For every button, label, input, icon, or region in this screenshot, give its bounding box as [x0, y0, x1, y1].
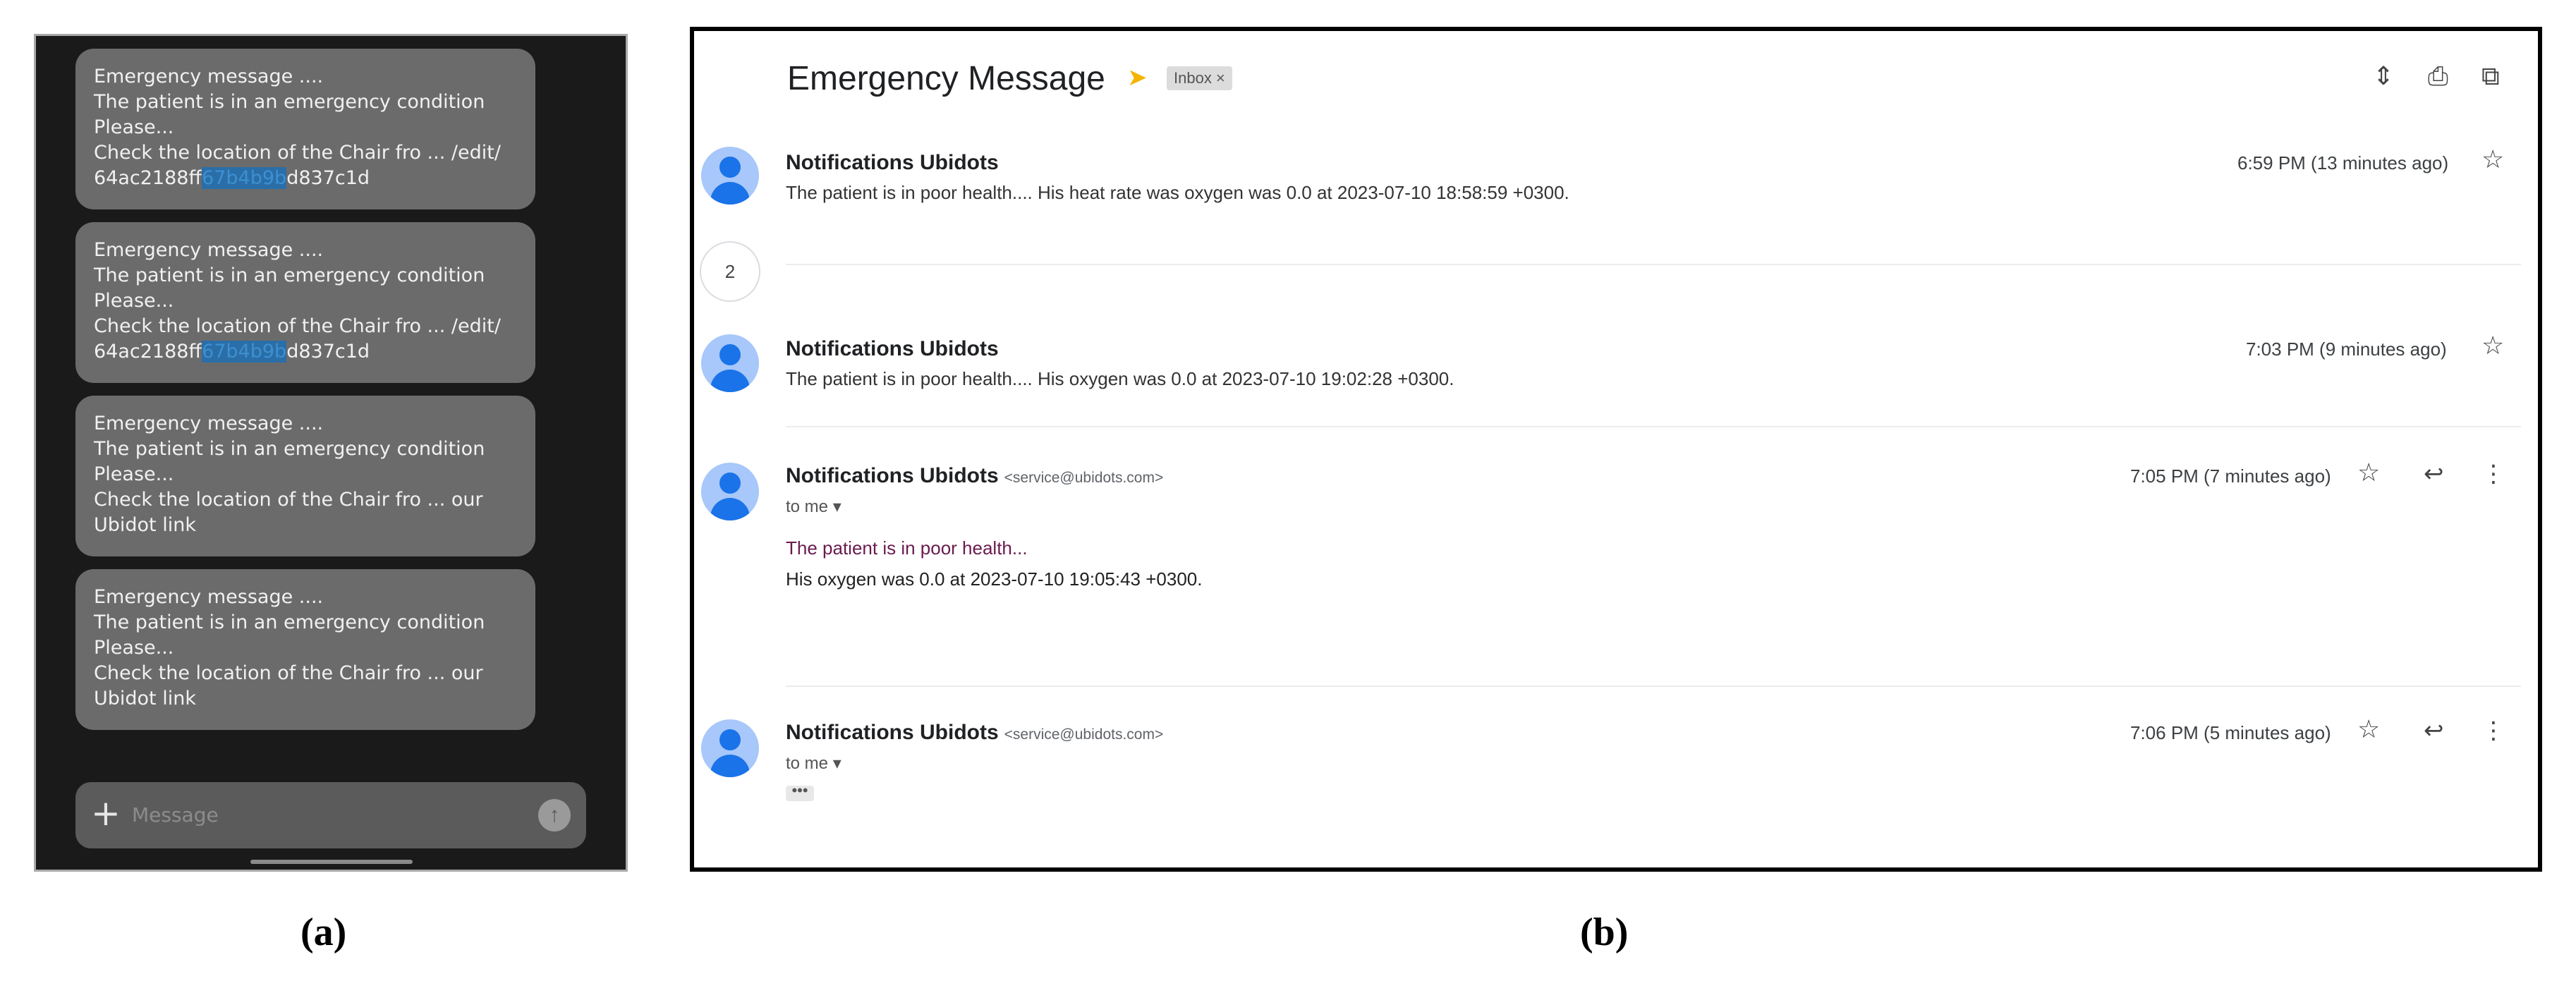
more-options-icon[interactable]: ⋮ — [2481, 717, 2505, 745]
message-line: Please... — [94, 290, 174, 312]
message-snippet[interactable]: The patient is in poor health.... His oxygen was 0.0 at 2023-07-10 19:02:28 +0300. — [786, 368, 1454, 389]
print-icon[interactable]: ⎙ — [2428, 62, 2448, 91]
message-link[interactable] — [94, 166, 517, 191]
link-prefix: 64ac2188ff — [94, 341, 202, 363]
sms-message-bubble[interactable] — [75, 222, 535, 383]
message-line: Please... — [94, 116, 174, 138]
recipient-dropdown-icon[interactable]: ▾ — [832, 497, 842, 516]
sms-conversation-panel — [34, 34, 628, 872]
message-line: Ubidot link — [94, 688, 196, 709]
inbox-label-chip[interactable] — [1167, 66, 1232, 90]
redacted-link-segment[interactable]: 67b4b9b — [202, 341, 287, 363]
panel-caption-a: (a) — [300, 910, 347, 954]
message-timestamp: 7:06 PM (5 minutes ago) — [2130, 722, 2331, 743]
link-prefix: 64ac2188ff — [94, 167, 202, 189]
recipient-line[interactable] — [786, 753, 842, 774]
send-arrow-icon[interactable]: ↑ — [538, 799, 571, 831]
message-input[interactable]: Message — [132, 803, 219, 827]
message-line: Check the location of the Chair fro ... our — [94, 489, 483, 511]
sender-name[interactable]: Notifications Ubidots — [786, 151, 999, 174]
panel-caption-b: (b) — [1580, 910, 1629, 954]
more-options-icon[interactable]: ⋮ — [2481, 460, 2505, 488]
message-line: Check the location of the Chair fro ... /edit/ — [94, 142, 501, 164]
recipient-text: to me — [786, 754, 829, 773]
redacted-link-segment[interactable]: 67b4b9b — [202, 167, 287, 189]
avatar — [701, 147, 759, 205]
message-body-line: The patient is in poor health... — [786, 537, 1028, 559]
message-line: Please... — [94, 637, 174, 659]
message-line: The patient is in an emergency condition — [94, 264, 485, 286]
message-line: Please... — [94, 463, 174, 485]
recipient-dropdown-icon[interactable]: ▾ — [832, 754, 842, 773]
message-body-line: His oxygen was 0.0 at 2023-07-10 19:05:43 +0300. — [786, 568, 1203, 590]
link-suffix: d837c1d — [286, 167, 370, 189]
email-subject-title: Emergency Message — [787, 60, 1105, 97]
sender-address: <service@ubidots.com> — [1004, 470, 1164, 486]
message-timestamp: 7:03 PM (9 minutes ago) — [2246, 339, 2447, 360]
sender-name[interactable] — [786, 464, 1163, 488]
reply-icon[interactable]: ↩ — [2424, 460, 2444, 488]
avatar — [701, 334, 759, 392]
sender-address: <service@ubidots.com> — [1004, 726, 1164, 743]
thread-divider — [786, 686, 2521, 687]
sender-name[interactable]: Notifications Ubidots — [786, 337, 999, 360]
open-in-new-window-icon[interactable]: ⧉ — [2481, 62, 2500, 91]
message-line: Check the location of the Chair fro ... our — [94, 662, 483, 684]
message-link[interactable] — [94, 339, 517, 365]
message-line: Emergency message .... — [94, 66, 324, 87]
avatar — [701, 719, 759, 777]
sender-name[interactable] — [786, 721, 1163, 745]
collapsed-messages-count[interactable]: 2 — [700, 241, 760, 302]
sms-message-bubble[interactable] — [75, 396, 535, 556]
message-snippet[interactable]: The patient is in poor health.... His heat rate was oxygen was 0.0 at 2023-07-10 18:58:59 +0300. — [786, 182, 1569, 203]
star-icon[interactable]: ☆ — [2357, 458, 2381, 487]
remove-label-icon[interactable]: × — [1215, 69, 1225, 87]
message-timestamp: 6:59 PM (13 minutes ago) — [2237, 152, 2449, 173]
message-line: The patient is in an emergency condition — [94, 611, 485, 633]
message-line: The patient is in an emergency condition — [94, 438, 485, 460]
message-timestamp: 7:05 PM (7 minutes ago) — [2130, 465, 2331, 487]
message-line: Emergency message .... — [94, 239, 324, 261]
thread-divider — [786, 264, 2521, 265]
recipient-text: to me — [786, 497, 829, 516]
sender-name-text: Notifications Ubidots — [786, 721, 999, 744]
expand-all-icon[interactable]: ⇕ — [2373, 62, 2395, 91]
sms-message-bubble[interactable] — [75, 49, 535, 209]
message-line: Check the location of the Chair fro ... /edit/ — [94, 315, 501, 337]
message-compose-bar[interactable] — [75, 782, 586, 848]
star-icon[interactable]: ☆ — [2357, 715, 2381, 744]
message-line: Emergency message .... — [94, 586, 324, 608]
message-line: Emergency message .... — [94, 413, 324, 434]
star-icon[interactable]: ☆ — [2481, 331, 2505, 360]
link-suffix: d837c1d — [286, 341, 370, 363]
thread-divider — [786, 426, 2521, 427]
importance-marker-icon[interactable]: ➤ — [1127, 64, 1148, 91]
reply-icon[interactable]: ↩ — [2424, 717, 2444, 745]
avatar — [701, 463, 759, 520]
message-line: The patient is in an emergency condition — [94, 91, 485, 113]
sender-name-text: Notifications Ubidots — [786, 464, 999, 487]
email-thread-panel — [690, 27, 2542, 872]
label-text: Inbox — [1174, 69, 1212, 87]
message-line: Ubidot link — [94, 514, 196, 536]
sms-message-bubble[interactable] — [75, 569, 535, 730]
show-trimmed-content-button[interactable]: ••• — [786, 786, 814, 801]
star-icon[interactable]: ☆ — [2481, 145, 2505, 174]
recipient-line[interactable] — [786, 496, 842, 517]
add-attachment-icon[interactable]: + — [91, 793, 121, 834]
home-indicator-bar[interactable] — [250, 860, 413, 864]
